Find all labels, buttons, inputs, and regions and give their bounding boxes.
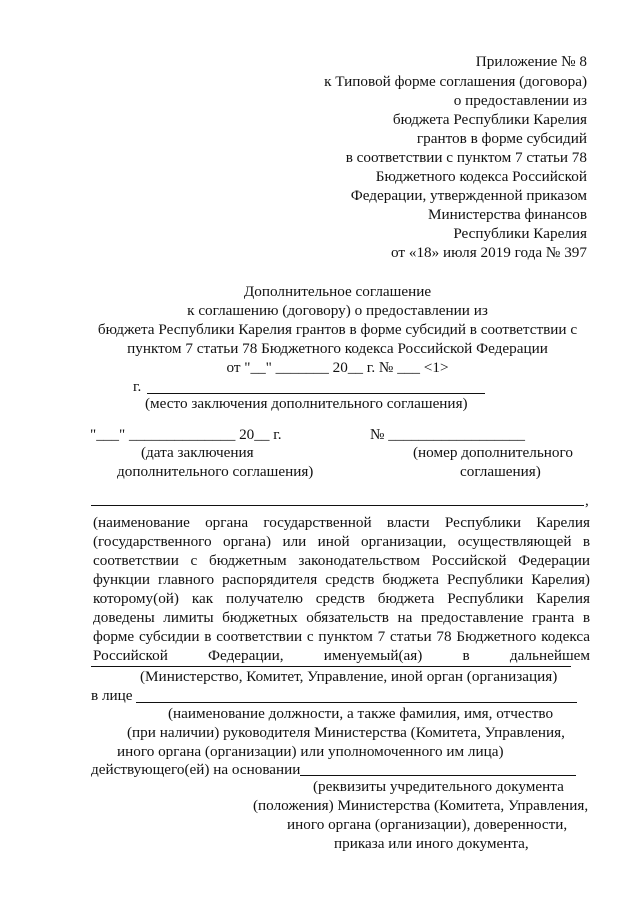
date-line: "___" ______________ 20__ г. — [90, 426, 282, 443]
doc-caption-3: иного органа (организации), доверенности, — [287, 816, 568, 833]
title-line-1: Дополнительное соглашение — [243, 283, 432, 300]
paragraph-line-2: (государственного органа) или иной организации, осуществляющей в — [93, 533, 590, 550]
title-line-2: к соглашению (договору) о предоставлении из — [187, 302, 488, 319]
number-caption-1: (номер дополнительного — [413, 444, 573, 461]
appendix-line-4: бюджета Республики Карелия — [392, 111, 587, 128]
position-caption-2: (при наличии) руководителя Министерства (Комитета, Управления, — [127, 724, 565, 741]
paragraph-line-5: которому(ой) как получателю средств бюджета Республики Карелия — [93, 590, 590, 607]
paragraph-line-8: Российской Федерации, именуемый(ая) в дальнейшем — [93, 647, 590, 664]
date-caption-2: дополнительного соглашения) — [117, 463, 314, 480]
number-caption-2: соглашения) — [460, 463, 541, 480]
place-field-line — [147, 393, 485, 394]
appendix-line-2: к Типовой форме соглашения (договора) — [324, 73, 587, 90]
appendix-line-11: от «18» июля 2019 года № 397 — [391, 244, 587, 261]
acting-basis-label: действующего(ей) на основании — [91, 761, 301, 778]
ministry-field-line — [91, 666, 571, 667]
appendix-line-9: Министерства финансов — [428, 206, 587, 223]
paragraph-line-1: (наименование органа государственной власти Республики Карелия — [93, 514, 590, 531]
appendix-line-7: Бюджетного кодекса Российской — [375, 168, 587, 185]
paragraph-line-7: форме субсидии в соответствии с пунктом 7 статьи 78 Бюджетного кодекса — [93, 628, 590, 645]
position-caption-3: иного органа (организации) или уполномоченного им лица) — [117, 743, 504, 760]
position-caption-1: (наименование должности, а также фамилия, имя, отчество — [168, 705, 554, 722]
number-line: № __________________ — [370, 426, 525, 443]
title-line-4: пунктом 7 статьи 78 Бюджетного кодекса Российской Федерации — [127, 340, 548, 357]
place-caption: (место заключения дополнительного соглашения) — [145, 395, 468, 412]
paragraph-line-4: функции главного распорядителя средств бюджета Республики Карелия) — [93, 571, 590, 588]
appendix-line-10: Республики Карелия — [453, 225, 587, 242]
doc-caption-1: (реквизиты учредительного документа — [313, 778, 564, 795]
basis-field-line — [300, 775, 576, 776]
person-field-line — [136, 702, 577, 703]
title-line-5: от "__" _______ 20__ г. № ___ <1> — [226, 359, 449, 376]
doc-caption-4: приказа или иного документа, — [334, 835, 529, 852]
appendix-line-6: в соответствии с пунктом 7 статьи 78 — [345, 149, 587, 166]
date-caption-1: (дата заключения — [141, 444, 254, 461]
appendix-line-5: грантов в форме субсидий — [416, 130, 587, 147]
in-person-label: в лице — [91, 687, 133, 704]
place-prefix: г. — [133, 378, 142, 395]
paragraph-line-6: доведены лимиты бюджетных обязательств на предоставление гранта в — [93, 609, 590, 626]
title-line-3: бюджета Республики Карелия грантов в форме субсидий в соответствии с — [97, 321, 578, 338]
doc-caption-2: (положения) Министерства (Комитета, Управления, — [253, 797, 589, 814]
appendix-line-8: Федерации, утвержденной приказом — [350, 187, 587, 204]
appendix-line-1: Приложение № 8 — [475, 53, 587, 70]
organization-field-line — [91, 505, 584, 506]
ministry-caption: (Министерство, Комитет, Управление, иной орган (организация) — [140, 668, 558, 685]
paragraph-line-3: соответствии с бюджетным законодательством Российской Федерации — [93, 552, 590, 569]
appendix-line-3: о предоставлении из — [453, 92, 587, 109]
trailing-comma: , — [585, 492, 589, 509]
